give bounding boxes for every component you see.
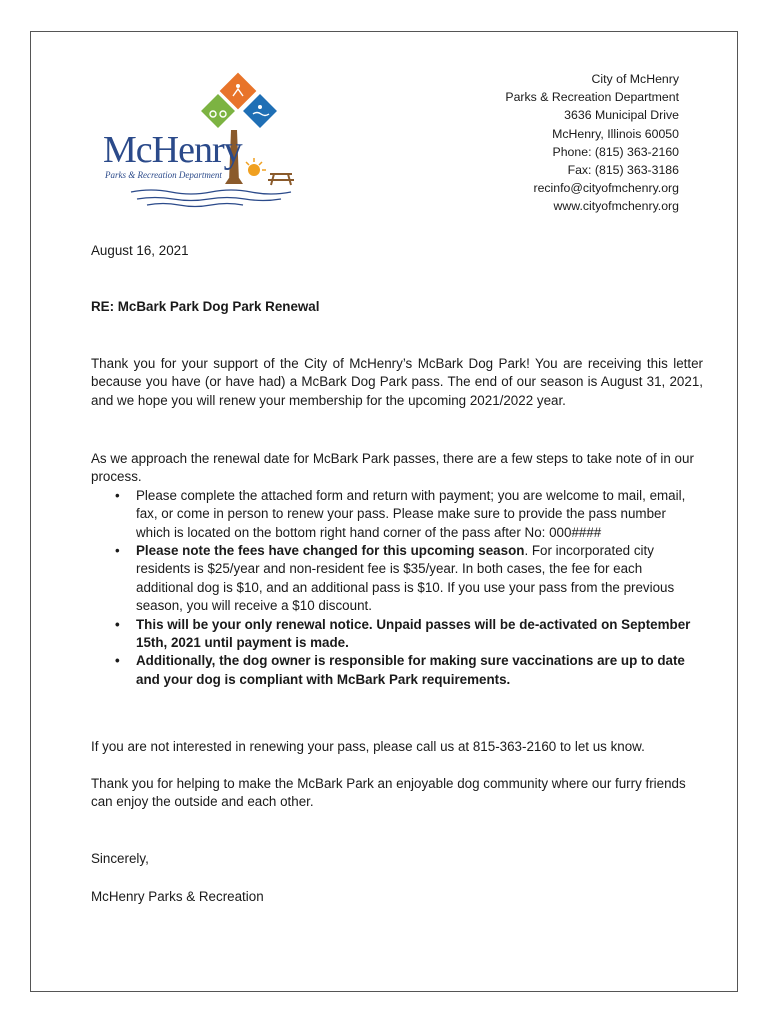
bullet-icon: • [115,487,120,503]
letter-page [30,31,738,992]
list-item [91,652,703,689]
paragraph-thanks: Thank you for helping to make the McBark Park an enjoyable dog community where our furry friends can enjoy the outside and each other. [91,776,686,810]
address-line-city: City of McHenry [591,72,679,86]
letterhead-address [505,70,679,216]
list-item [91,487,703,542]
steps-intro: As we approach the renewal date for McBark Park passes, there are a few steps to take note of in our process. [91,451,694,485]
steps-list [91,487,703,689]
logo-subtitle: Parks & Recreation Department [105,170,222,180]
address-line-city-state-zip: McHenry, Illinois 60050 [552,126,679,141]
step-fees-heading: Please note the fees have changed for this upcoming season [136,543,525,559]
address-line-department: Parks & Recreation Department [505,90,679,105]
address-line-email: recinfo@cityofmchenry.org [533,181,679,196]
bullet-icon: • [115,653,120,669]
bullet-icon: • [115,616,120,632]
paragraph-intro: Thank you for your support of the City of McHenry’s McBark Dog Park! You are receiving this letter because you have (or have had) a McBark Dog Park pass. The end of our season is August 31, 2021, and we hope you will renew your membership for the upcoming 2021/2022 year. [91,356,703,408]
address-line-website: www.cityofmchenry.org [553,199,679,214]
paragraph-steps [91,450,703,689]
bullet-icon: • [115,543,120,559]
letter-signature: McHenry Parks & Recreation [91,889,264,904]
letter-closing: Sincerely, [91,851,149,866]
list-item [91,616,703,653]
address-line-street: 3636 Municipal Drive [564,108,679,123]
letter-subject: RE: McBark Park Dog Park Renewal [91,299,320,314]
step-form-text: Please complete the attached form and return with payment; you are welcome to mail, email, fax, or come in person to renew your pass. Please make sure to provide the pass number which is located on the bottom right hand corner of the pass after No: 000#### [136,487,686,540]
step-fees-text: . For incorporated city residents is $25/year and non-resident fee is $35/year. In both cases, the fee for each additional dog is $10, and an additional pass is $10. If you use your pass from the previous season, you will receive a $10 discount. [136,543,675,614]
step-vaccination-text: Additionally, the dog owner is responsible for making sure vaccinations are up to date and your dog is compliant with McBark Park requirements. [136,653,685,687]
logo-wordmark: McHenry [103,129,242,171]
step-renewal-notice-text: This will be your only renewal notice. Unpaid passes will be de-activated on September 15th, 2021 until payment is made. [136,616,691,651]
letter-date: August 16, 2021 [91,243,189,258]
paragraph-not-interested: If you are not interested in renewing your pass, please call us at 815-363-2160 to let us know. [91,739,645,754]
address-line-fax: Fax: (815) 363-3186 [567,163,679,178]
mchenry-parks-logo [103,72,303,212]
address-line-phone: Phone: (815) 363-2160 [552,144,679,159]
list-item [91,542,703,616]
